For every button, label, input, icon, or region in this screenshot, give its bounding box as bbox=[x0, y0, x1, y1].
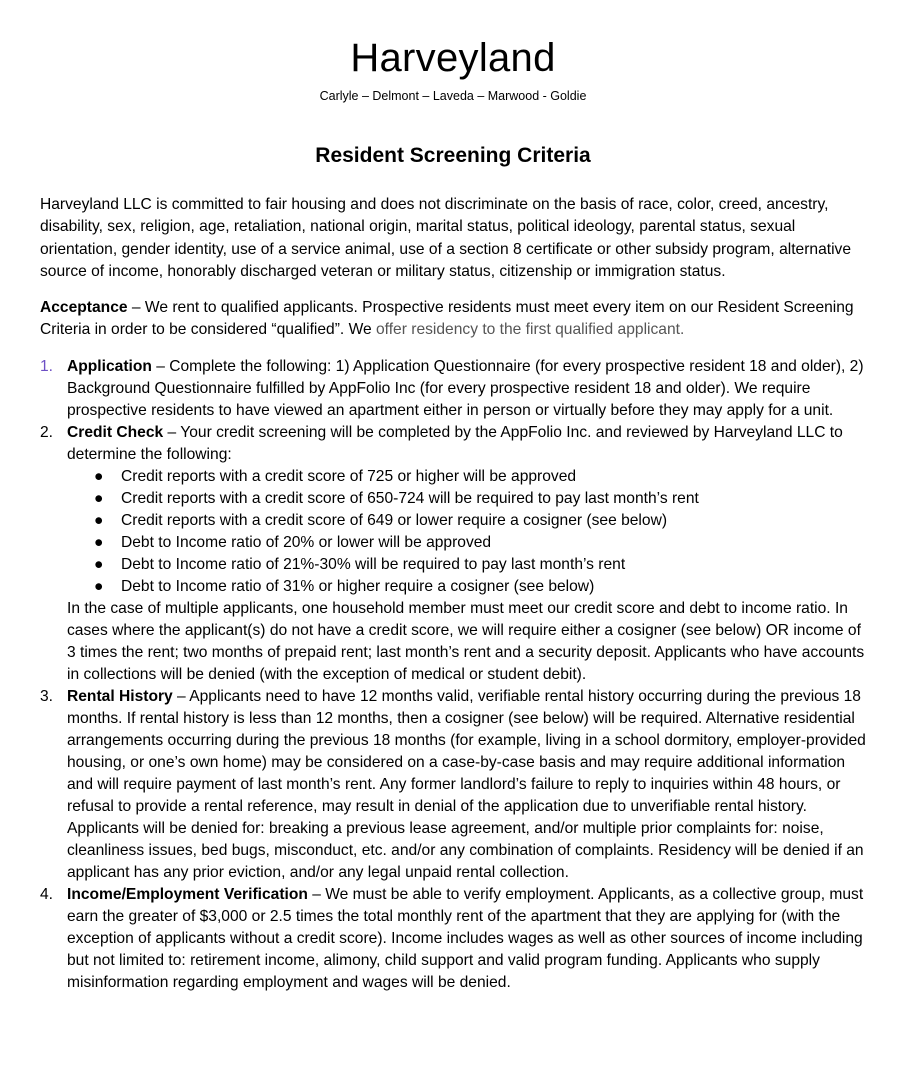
list-item bbox=[40, 686, 866, 884]
list-item bbox=[40, 356, 866, 422]
bullet-text: Debt to Income ratio of 21%-30% will be required to pay last month’s rent bbox=[121, 555, 626, 573]
list-item bbox=[40, 884, 866, 994]
list-number: 2. bbox=[40, 423, 54, 441]
step-heading: Application bbox=[67, 357, 152, 375]
step-heading: Income/Employment Verification bbox=[67, 885, 308, 903]
bullet-icon: ● bbox=[94, 511, 104, 529]
acceptance-text: – We rent to qualified applicants. Prospective residents must meet every item on our Resident Screening Criteria in order to be considered “qualified”. We bbox=[40, 299, 854, 339]
bullet-item bbox=[94, 466, 866, 488]
intro-paragraph: Harveyland LLC is committed to fair housing and does not discriminate on the basis of race, color, creed, ancestry, disability, sex, religion, age, retaliation, national origin, marital status, political ideology, parental status, sexual orientation, gender identity, use of a service animal, use of a section 8 certificate or other subsidy program, alternative source of income, honorably discharged veteran or military status, citizenship or immigration status. bbox=[40, 196, 852, 280]
bullet-text: Credit reports with a credit score of 725 or higher will be approved bbox=[121, 467, 577, 485]
step-content bbox=[67, 422, 866, 466]
bullet-item bbox=[94, 554, 866, 576]
step-text: – Applicants need to have 12 months valid, verifiable rental history occurring during the previous 18 months. If rental history is less than 12 months, then a cosigner (see below) will be required. Alternative residential arrangements occurring during the previous 18 months (for example, living in a school dormitory, employer-provided housing, or one’s own home) may be considered on a case-by-case basis and may require additional information and will require payment of last month’s rent. Any former landlord’s failure to reply to inquiries within 48 hours, or refusal to provide a rental reference, may result in denial of the application due to unverifiable rental history. bbox=[67, 687, 866, 815]
bullet-text: Debt to Income ratio of 20% or lower will be approved bbox=[121, 533, 492, 551]
document-title: Resident Screening Criteria bbox=[315, 144, 591, 167]
step-text: – Your credit screening will be completed by the AppFolio Inc. and reviewed by Harveyland LLC to determine the following: bbox=[67, 423, 843, 463]
bullet-item bbox=[94, 532, 866, 554]
acceptance-text-muted: offer residency to the first qualified applicant. bbox=[371, 321, 685, 339]
bullet-text: Credit reports with a credit score of 650-724 will be required to pay last month’s rent bbox=[121, 489, 699, 507]
step-heading: Credit Check bbox=[67, 423, 164, 441]
locations-line: Carlyle – Delmont – Laveda – Marwood - Goldie bbox=[319, 89, 587, 103]
bullet-icon: ● bbox=[94, 555, 104, 573]
credit-criteria-bullets bbox=[67, 466, 866, 598]
acceptance-paragraph bbox=[40, 297, 866, 342]
bullet-text: Debt to Income ratio of 31% or higher require a cosigner (see below) bbox=[121, 577, 595, 595]
bullet-icon: ● bbox=[94, 489, 104, 507]
bullet-item bbox=[94, 488, 866, 510]
bullet-text: Credit reports with a credit score of 649 or lower require a cosigner (see below) bbox=[121, 511, 668, 529]
step-followup-text: In the case of multiple applicants, one household member must meet our credit score and debt to income ratio. In cases where the applicant(s) do not have a credit score, we will require either a cosigner (see below) OR income of 3 times the rent; two months of prepaid rent; last month’s rent and a security deposit. Applicants who have accounts in collections will be denied (with the exception of medical or student debit). bbox=[67, 599, 865, 683]
step-text: – We must be able to verify employment. Applicants, as a collective group, must earn the greater of $3,000 or 2.5 times the total monthly rent of the apartment that they are applying for (with the exception of applicants without a credit score). Income includes wages as well as other sources of income including but not limited to: retirement income, alimony, child support and valid program funding. Applicants who supply misinformation regarding employment and wages will be denied. bbox=[67, 885, 864, 991]
step-text: – Complete the following: 1) Application Questionnaire (for every prospective resident 18 and older), 2) Background Questionnaire fulfilled by AppFolio Inc (for every prospective resident 18 and older). We require prospective residents to have viewed an apartment either in person or virtually before they may apply for a unit. bbox=[67, 357, 864, 419]
list-item bbox=[40, 422, 866, 686]
step-content bbox=[67, 358, 864, 419]
step-heading: Rental History bbox=[67, 687, 173, 705]
bullet-item bbox=[94, 510, 866, 532]
step-followup-text: Applicants will be denied for: breaking a previous lease agreement, and/or multiple prior complaints for: noise, cleanliness issues, bed bugs, misconduct, etc. and/or any combination of complaints. Residency will be denied if an applicant has any prior eviction, and/or any legal unpaid rental collection. bbox=[67, 819, 864, 881]
brand-title: Harveyland bbox=[350, 36, 556, 80]
criteria-list bbox=[40, 356, 866, 994]
bullet-icon: ● bbox=[94, 533, 104, 551]
list-number: 1. bbox=[40, 357, 54, 375]
acceptance-heading: Acceptance bbox=[40, 299, 128, 317]
bullet-icon: ● bbox=[94, 577, 104, 595]
bullet-item bbox=[94, 576, 866, 598]
step-content bbox=[67, 686, 866, 818]
list-number: 4. bbox=[40, 885, 54, 903]
list-number: 3. bbox=[40, 687, 54, 705]
step-content bbox=[67, 884, 866, 994]
bullet-icon: ● bbox=[94, 467, 104, 485]
